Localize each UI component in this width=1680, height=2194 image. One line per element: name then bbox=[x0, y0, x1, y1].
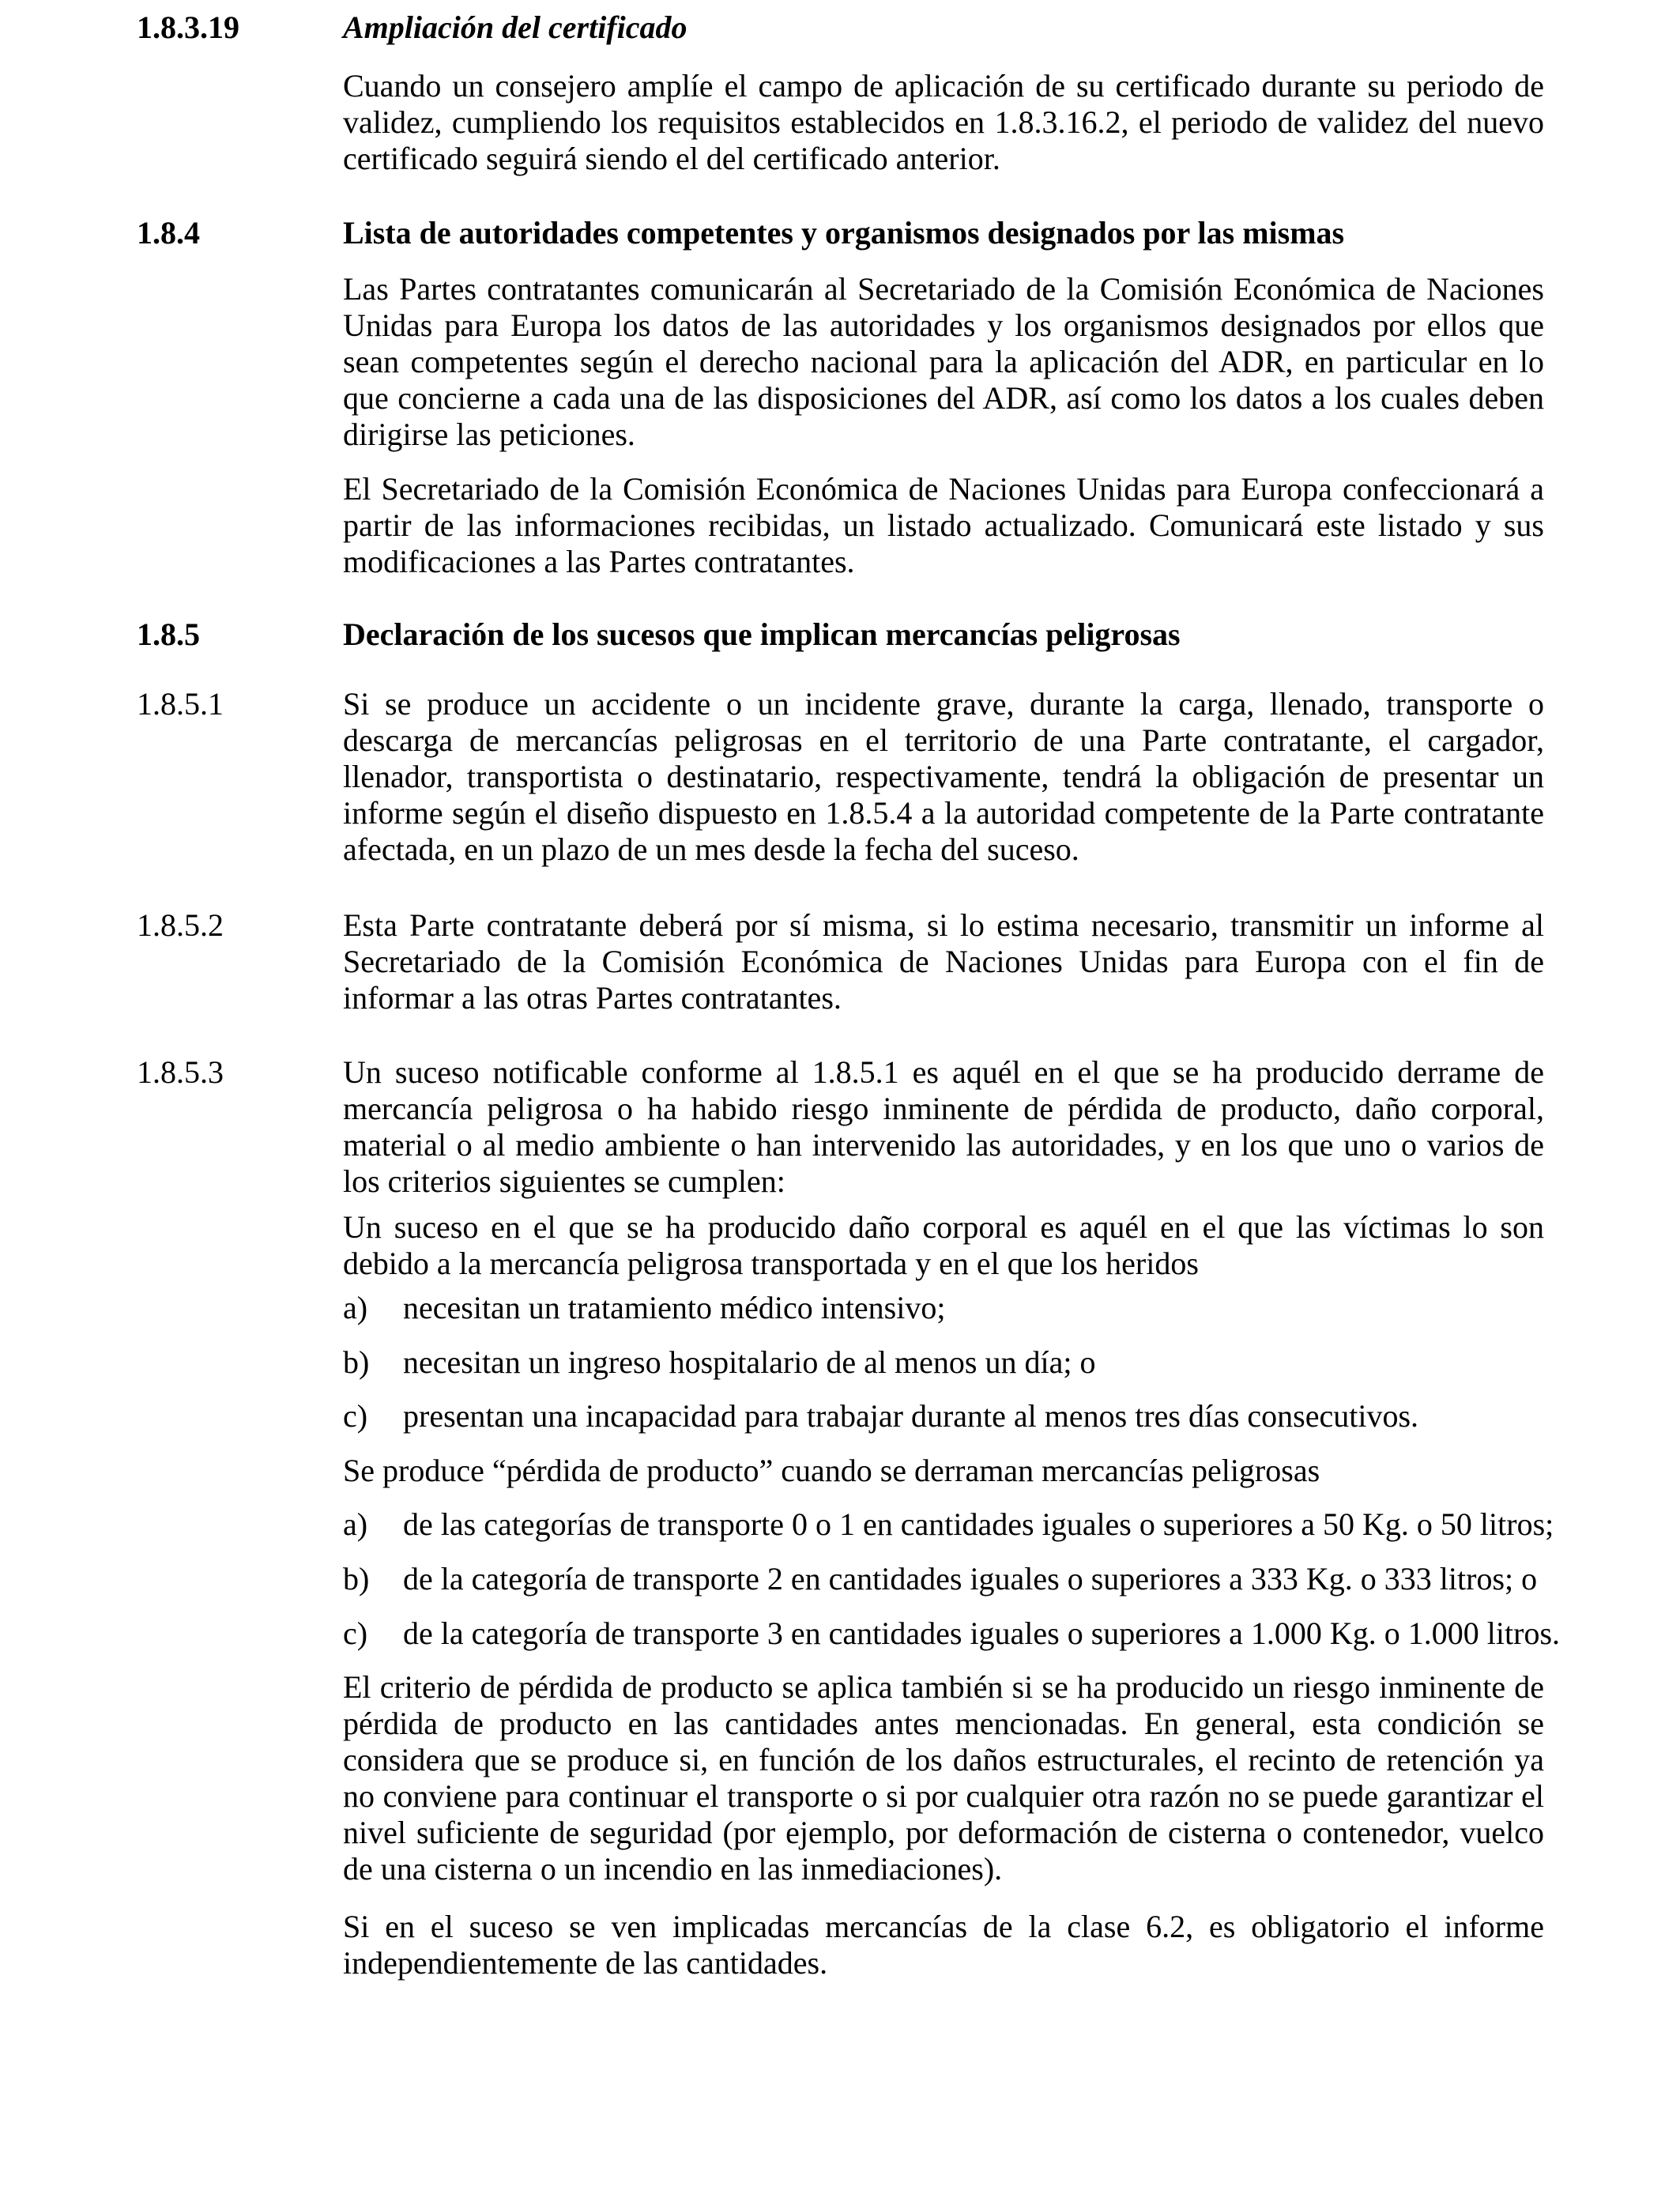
section-heading-ampliacion: Ampliación del certificado bbox=[343, 9, 687, 45]
list-item-label: a) bbox=[343, 1290, 368, 1325]
list-item-text: de la categoría de transporte 2 en cantidades iguales o superiores a 333 Kg. o 333 litros; o bbox=[403, 1561, 1538, 1596]
list-item-label: b) bbox=[343, 1561, 370, 1596]
section-paragraph-1-8-5-1: Si se produce un accidente o un incidente grave, durante la carga, llenado, transporte o descarga de mercancías peligrosas en el territorio de una Parte contratante, el cargador, llenador, transportista o destinatario, respectivamente, tendrá la obligación de presentar un informe según el diseño dispuesto en 1.8.5.4 a la autoridad competente de la Parte contratante afectada, en un plazo de un mes desde la fecha del suceso. bbox=[343, 686, 1544, 867]
section-paragraph-lista-1: Las Partes contratantes comunicarán al Secretariado de la Comisión Económica de Naciones Unidas para Europa los datos de las autoridades y los organismos designados por ellos que sean competentes según el derecho nacional para la aplicación del ADR, en particular en lo que concierne a cada una de las disposiciones del ADR, así como los datos a los cuales deben dirigirse las peticiones. bbox=[343, 271, 1544, 452]
section-number-1-8-5-2: 1.8.5.2 bbox=[137, 907, 224, 943]
list-item-text: de las categorías de transporte 0 o 1 en cantidades iguales o superiores a 50 Kg. o 50 litros; bbox=[403, 1506, 1554, 1542]
section-paragraph-clase-6-2: Si en el suceso se ven implicadas mercancías de la clase 6.2, es obligatorio el informe independientemente de las cantidades. bbox=[343, 1909, 1544, 1981]
list-item-label: b) bbox=[343, 1344, 370, 1380]
section-number-1-8-5-1: 1.8.5.1 bbox=[137, 686, 224, 722]
section-paragraph-dano-corporal: Un suceso en el que se ha producido daño corporal es aquél en el que las víctimas lo son debido a la mercancía peligrosa transportada y en el que los heridos bbox=[343, 1209, 1544, 1281]
list-item-label: c) bbox=[343, 1615, 368, 1651]
section-heading-lista-autoridades: Lista de autoridades competentes y organismos designados por las mismas bbox=[343, 215, 1345, 251]
section-paragraph-perdida-producto: Se produce “pérdida de producto” cuando se derraman mercancías peligrosas bbox=[343, 1453, 1320, 1488]
section-paragraph-criterio-perdida: El criterio de pérdida de producto se aplica también si se ha producido un riesgo inminente de pérdida de producto en las cantidades antes mencionadas. En general, esta condición se considera que se produce si, en función de los daños estructurales, el recinto de retención ya no conviene para continuar el transporte o si por cualquier otra razón no se puede garantizar el nivel suficiente de seguridad (por ejemplo, por deformación de cisterna o contenedor, vuelco de una cisterna o un incendio en las inmediaciones). bbox=[343, 1669, 1544, 1887]
section-paragraph-lista-2: El Secretariado de la Comisión Económica de Naciones Unidas para Europa confeccionará a partir de las informaciones recibidas, un listado actualizado. Comunicará este listado y sus modificaciones a las Partes contratantes. bbox=[343, 471, 1544, 579]
section-paragraph-ampliacion: Cuando un consejero amplíe el campo de aplicación de su certificado durante su periodo de validez, cumpliendo los requisitos establecidos en 1.8.3.16.2, el periodo de validez del nuevo certificado seguirá siendo el del certificado anterior. bbox=[343, 68, 1544, 176]
section-paragraph-1-8-5-3-intro: Un suceso notificable conforme al 1.8.5.1 es aquél en el que se ha producido derrame de mercancía peligrosa o ha habido riesgo inminente de pérdida de producto, daño corporal, material o al medio ambiente o han intervenido las autoridades, y en los que uno o varios de los criterios siguientes se cumplen: bbox=[343, 1054, 1544, 1199]
section-number-1-8-3-19: 1.8.3.19 bbox=[137, 9, 239, 45]
list-item-text: de la categoría de transporte 3 en cantidades iguales o superiores a 1.000 Kg. o 1.000 litros. bbox=[403, 1615, 1561, 1651]
section-heading-declaracion-sucesos: Declaración de los sucesos que implican mercancías peligrosas bbox=[343, 616, 1181, 652]
list-item-label: a) bbox=[343, 1506, 368, 1542]
section-number-1-8-5-3: 1.8.5.3 bbox=[137, 1054, 224, 1090]
list-item-text: presentan una incapacidad para trabajar durante al menos tres días consecutivos. bbox=[403, 1398, 1419, 1434]
section-paragraph-1-8-5-2: Esta Parte contratante deberá por sí misma, si lo estima necesario, transmitir un informe al Secretariado de la Comisión Económica de Naciones Unidas para Europa con el fin de informar a las otras Partes contratantes. bbox=[343, 907, 1544, 1016]
list-item-text: necesitan un tratamiento médico intensivo; bbox=[403, 1290, 946, 1325]
list-item-label: c) bbox=[343, 1398, 368, 1434]
section-number-1-8-4: 1.8.4 bbox=[137, 215, 200, 251]
section-number-1-8-5: 1.8.5 bbox=[137, 616, 200, 652]
list-item-text: necesitan un ingreso hospitalario de al menos un día; o bbox=[403, 1344, 1096, 1380]
